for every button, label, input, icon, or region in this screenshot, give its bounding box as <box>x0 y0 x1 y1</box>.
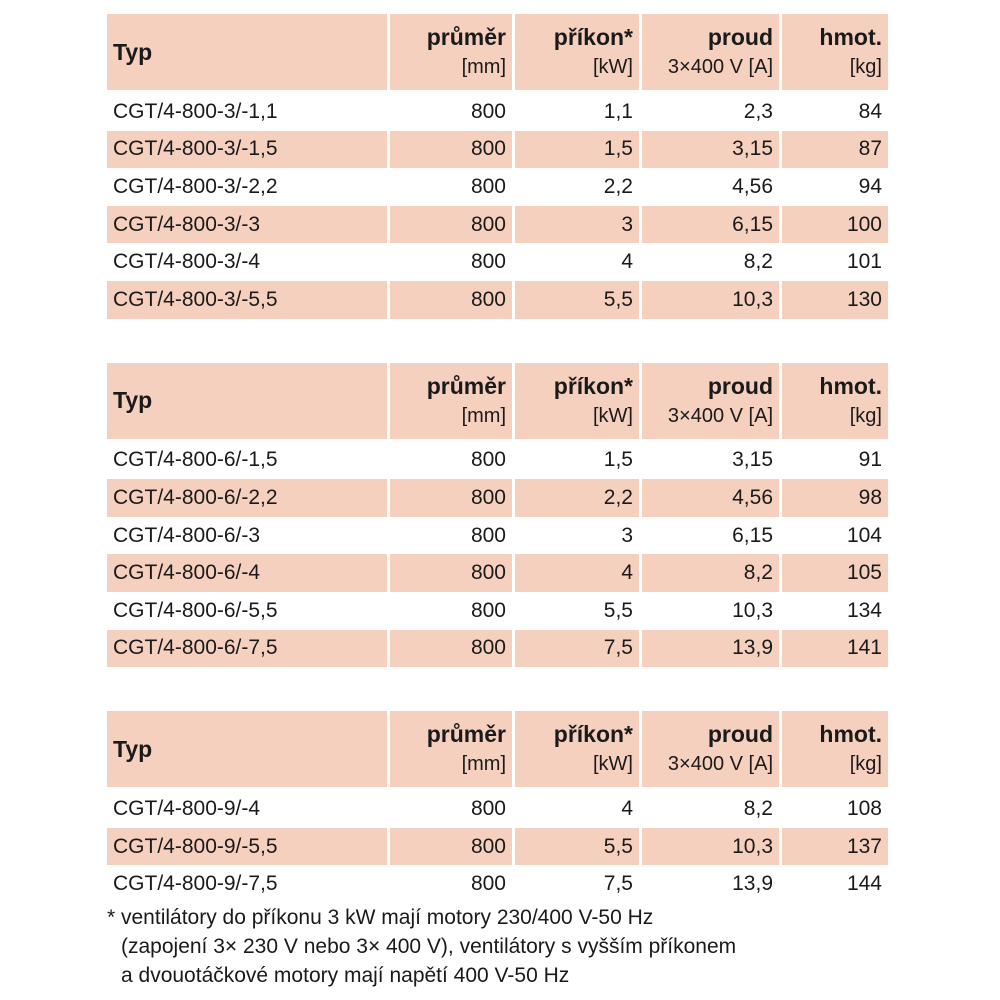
header-prikon <box>515 363 639 442</box>
footnote-line-2: (zapojení 3× 230 V nebo 3× 400 V), ventilátory s vyšším příkonem <box>121 935 737 958</box>
cell-prumer: 800 <box>470 796 506 820</box>
spec-table-3 <box>104 711 891 903</box>
cell-typ: CGT/4-800-9/-5,5 <box>107 828 387 866</box>
header-typ: Typ <box>107 14 387 93</box>
cell-hmot: 84 <box>858 99 882 123</box>
table-row <box>107 206 888 244</box>
cell-hmot: 101 <box>846 250 882 274</box>
cell-proud: 8,2 <box>642 554 779 592</box>
cell-prikon: 3 <box>515 206 639 244</box>
header-hmot-unit: [kg] <box>849 56 882 78</box>
cell-hmot: 105 <box>782 554 888 592</box>
table-row <box>107 790 888 828</box>
cell-proud: 3,15 <box>642 131 779 169</box>
table-row <box>107 554 888 592</box>
cell-prumer: 800 <box>390 479 512 517</box>
header-proud <box>642 711 779 790</box>
cell-prikon: 2,2 <box>603 174 633 198</box>
table-row <box>107 168 888 206</box>
cell-prikon: 1,1 <box>603 99 633 123</box>
cell-hmot: 141 <box>782 630 888 668</box>
cell-hmot: 98 <box>782 479 888 517</box>
cell-typ: CGT/4-800-3/-4 <box>113 250 261 274</box>
cell-prumer: 800 <box>470 448 506 472</box>
header-proud-unit: 3×400 V [A] <box>667 56 773 78</box>
cell-hmot: 94 <box>858 174 882 198</box>
cell-prikon: 3 <box>621 523 633 547</box>
table-row <box>107 281 888 319</box>
header-prumer <box>390 363 512 442</box>
cell-prumer: 800 <box>470 99 506 123</box>
table-row <box>107 479 888 517</box>
cell-hmot: 144 <box>846 872 882 896</box>
header-prikon-unit: [kW] <box>593 753 633 776</box>
header-proud-unit: 3×400 V [A] <box>667 753 773 776</box>
header-prikon-label: příkon* <box>553 721 633 748</box>
spec-table-1 <box>104 14 891 319</box>
cell-prikon: 1,5 <box>603 448 633 472</box>
table-row <box>107 865 888 903</box>
table-spacer <box>107 667 888 711</box>
cell-prumer: 800 <box>390 281 512 319</box>
cell-proud: 10,3 <box>642 281 779 319</box>
cell-proud: 10,3 <box>732 598 773 622</box>
cell-prikon: 7,5 <box>603 872 633 896</box>
header-proud-unit: 3×400 V [A] <box>667 404 773 427</box>
cell-prumer: 800 <box>390 828 512 866</box>
table-header-row <box>107 14 888 93</box>
table-header-row <box>107 711 888 790</box>
cell-proud: 8,2 <box>743 796 773 820</box>
header-prumer <box>390 711 512 790</box>
cell-typ: CGT/4-800-3/-3 <box>107 206 387 244</box>
cell-proud: 6,15 <box>732 523 773 547</box>
header-proud <box>642 14 779 93</box>
cell-prikon: 2,2 <box>515 479 639 517</box>
table-row <box>107 442 888 480</box>
footnote-line-3: a dvouotáčkové motory mají napětí 400 V-50 Hz <box>121 964 570 987</box>
cell-hmot: 104 <box>846 523 882 547</box>
header-prikon <box>515 14 639 93</box>
header-hmot <box>782 711 888 790</box>
cell-proud: 4,56 <box>642 479 779 517</box>
cell-typ: CGT/4-800-9/-7,5 <box>113 872 278 896</box>
cell-hmot: 87 <box>782 131 888 169</box>
header-prumer-label: průměr <box>426 24 506 50</box>
header-prikon-unit: [kW] <box>593 56 633 78</box>
cell-prumer: 800 <box>390 131 512 169</box>
cell-prumer: 800 <box>390 630 512 668</box>
cell-prumer: 800 <box>470 523 506 547</box>
cell-proud: 13,9 <box>732 872 773 896</box>
cell-prikon: 4 <box>621 250 633 274</box>
header-prumer-unit: [mm] <box>461 56 506 78</box>
header-prumer <box>390 14 512 93</box>
spec-table-2 <box>104 363 891 668</box>
cell-prumer: 800 <box>470 598 506 622</box>
table-spacer <box>107 319 888 363</box>
header-hmot <box>782 14 888 93</box>
cell-proud: 13,9 <box>642 630 779 668</box>
table-row <box>107 243 888 281</box>
header-hmot <box>782 363 888 442</box>
cell-prikon: 5,5 <box>515 281 639 319</box>
cell-prikon: 5,5 <box>515 828 639 866</box>
cell-proud: 2,3 <box>743 99 773 123</box>
cell-typ: CGT/4-800-6/-4 <box>107 554 387 592</box>
cell-prikon: 4 <box>515 554 639 592</box>
header-prumer-unit: [mm] <box>461 404 506 427</box>
cell-proud: 10,3 <box>642 828 779 866</box>
cell-hmot: 130 <box>782 281 888 319</box>
cell-hmot: 134 <box>846 598 882 622</box>
cell-typ: CGT/4-800-9/-4 <box>113 796 261 820</box>
header-proud-label: proud <box>707 372 773 399</box>
header-proud <box>642 363 779 442</box>
table-row <box>107 630 888 668</box>
footnote-line-1: * ventilátory do příkonu 3 kW mají motory 230/400 V-50 Hz <box>107 906 654 929</box>
table-header-row <box>107 363 888 442</box>
spec-tables <box>107 14 888 903</box>
header-hmot-unit: [kg] <box>849 753 882 776</box>
cell-proud: 3,15 <box>732 448 773 472</box>
cell-typ: CGT/4-800-3/-5,5 <box>107 281 387 319</box>
table-row <box>107 517 888 555</box>
header-prikon <box>515 711 639 790</box>
cell-prikon: 1,5 <box>515 131 639 169</box>
header-typ: Typ <box>107 711 387 790</box>
cell-typ: CGT/4-800-3/-1,1 <box>113 99 278 123</box>
cell-prumer: 800 <box>470 174 506 198</box>
footnote <box>107 903 957 990</box>
cell-hmot: 108 <box>846 796 882 820</box>
cell-typ: CGT/4-800-6/-3 <box>113 523 261 547</box>
cell-prikon: 4 <box>621 796 633 820</box>
cell-hmot: 137 <box>782 828 888 866</box>
cell-typ: CGT/4-800-6/-2,2 <box>107 479 387 517</box>
cell-typ: CGT/4-800-6/-7,5 <box>107 630 387 668</box>
cell-hmot: 91 <box>858 448 882 472</box>
cell-hmot: 100 <box>782 206 888 244</box>
header-proud-label: proud <box>707 721 773 748</box>
table-row <box>107 592 888 630</box>
cell-prikon: 7,5 <box>515 630 639 668</box>
cell-typ: CGT/4-800-3/-2,2 <box>113 174 278 198</box>
header-hmot-label: hmot. <box>819 372 882 399</box>
header-prumer-label: průměr <box>426 721 506 748</box>
header-prikon-unit: [kW] <box>593 404 633 427</box>
header-hmot-label: hmot. <box>819 721 882 748</box>
header-hmot-unit: [kg] <box>849 404 882 427</box>
header-prumer-label: průměr <box>426 372 506 399</box>
cell-typ: CGT/4-800-6/-1,5 <box>113 448 278 472</box>
cell-proud: 4,56 <box>732 174 773 198</box>
header-proud-label: proud <box>707 24 773 50</box>
cell-prumer: 800 <box>390 554 512 592</box>
header-typ: Typ <box>107 363 387 442</box>
table-row <box>107 93 888 131</box>
header-prikon-label: příkon* <box>553 24 633 50</box>
cell-prumer: 800 <box>390 206 512 244</box>
header-prikon-label: příkon* <box>553 372 633 399</box>
cell-proud: 6,15 <box>642 206 779 244</box>
header-prumer-unit: [mm] <box>461 753 506 776</box>
cell-typ: CGT/4-800-6/-5,5 <box>113 598 278 622</box>
cell-proud: 8,2 <box>743 250 773 274</box>
cell-typ: CGT/4-800-3/-1,5 <box>107 131 387 169</box>
cell-prumer: 800 <box>470 872 506 896</box>
cell-prumer: 800 <box>470 250 506 274</box>
table-row <box>107 828 888 866</box>
cell-prikon: 5,5 <box>603 598 633 622</box>
table-row <box>107 131 888 169</box>
header-hmot-label: hmot. <box>819 24 882 50</box>
